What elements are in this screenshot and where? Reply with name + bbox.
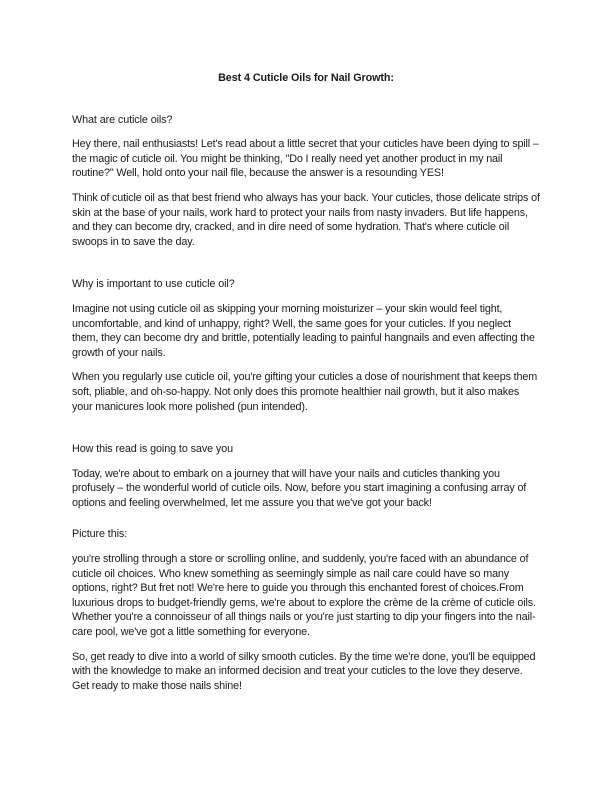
section-heading-why-is-important: Why is important to use cuticle oil? bbox=[72, 278, 235, 291]
paragraph-so-get-ready: So, get ready to dive into a world of silky smooth cuticles. By the time we're done, you'll be equipped with the knowledge to make an informed decision and treat your cuticles to the love they deserve. Get ready to make those nails shine! bbox=[72, 650, 536, 692]
section-heading-what-are-cuticle-oils: What are cuticle oils? bbox=[72, 113, 173, 126]
label-picture-this: Picture this: bbox=[72, 528, 128, 541]
paragraph-hey-there-nail-enthusiasts: Hey there, nail enthusiasts! Let's read about a little secret that your cuticles have been dying to spill – the magic of cuticle oil. You might be thinking, "Do I really need yet another product in my nail routine?" Well, hold onto your nail file, because the answer is a resounding YES! bbox=[72, 138, 539, 180]
section-heading-how-this-read: How this read is going to save you bbox=[72, 443, 234, 456]
paragraph-imagine-not-using: Imagine not using cuticle oil as skipping your morning moisturizer – your skin would feel tight, uncomfortable, and kind of unhappy, right? Well, the same goes for your cuticles. If you neglect them, they can become dry and brittle, potentially leading to painful hangnails and even affecting the growth of your nails. bbox=[72, 302, 535, 359]
paragraph-when-you-regularly-use: When you regularly use cuticle oil, you're gifting your cuticles a dose of nourishment that keeps them soft, pliable, and oh-so-happy. Not only does this promote healthier nail growth, but it also makes your manicures look more polished (pun intended). bbox=[72, 371, 538, 413]
paragraph-today-were-about: Today, we're about to embark on a journey that will have your nails and cuticles thanking you profusely – the wonderful world of cuticle oils. Now, before you start imagining a confusing array of options and feeling overwhelmed, let me assure you that we've got your back! bbox=[72, 467, 527, 509]
document-title: Best 4 Cuticle Oils for Nail Growth: bbox=[218, 72, 394, 84]
paragraph-think-of-cuticle-oil: Think of cuticle oil as that best friend who always has your back. Your cuticles, those delicate strips of skin at the base of your nails, work hard to protect your nails from nasty invaders. But life happens, and they can become dry, cracked, and in dire need of some hydration. That's where cuticle oil swoops in to save the day. bbox=[72, 191, 540, 248]
paragraph-youre-strolling: you're strolling through a store or scrolling online, and suddenly, you're faced with an abundance of cuticle oil choices. Who knew something as seemingly simple as nail care could have so many options, right? But fret not! We're here to guide you through this enchanted forest of choices.From luxurious drops to budget-friendly gems, we're about to explore the crème de la crème of cuticle oils. Whether you're a connoisseur of all things nails or you're just starting to dip your fingers into the nail-care pool, we've got a little something for everyone. bbox=[72, 553, 536, 639]
